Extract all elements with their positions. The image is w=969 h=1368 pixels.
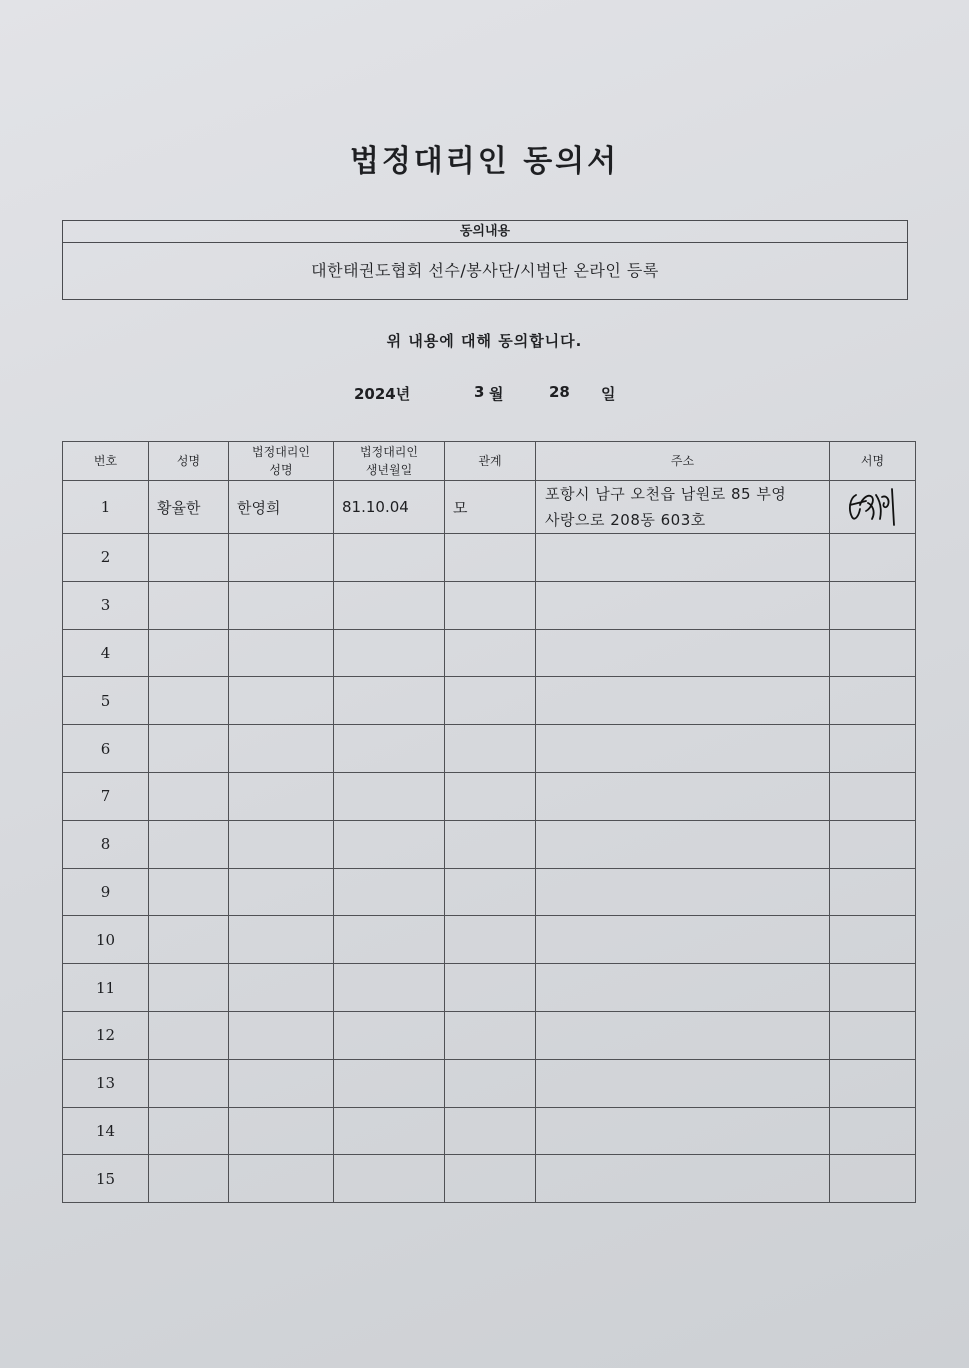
- cell-signature: [830, 772, 916, 820]
- cell-address: [536, 1011, 830, 1059]
- cell-number: 14: [63, 1107, 149, 1155]
- cell-guardian-name: [229, 534, 334, 582]
- cell-relation: [445, 964, 536, 1012]
- date-month-unit: 월: [489, 385, 504, 403]
- cell-guardian-name: [229, 1107, 334, 1155]
- cell-guardian-name: [229, 1155, 334, 1203]
- cell-address: [536, 964, 830, 1012]
- cell-relation: [445, 629, 536, 677]
- cell-signature: [830, 629, 916, 677]
- cell-guardian-birth: [334, 725, 445, 773]
- cell-relation: [445, 772, 536, 820]
- cell-name: [149, 964, 229, 1012]
- header-name: 성명: [149, 442, 229, 481]
- header-guardian-name: [229, 442, 334, 481]
- cell-signature: [830, 964, 916, 1012]
- cell-name: [149, 581, 229, 629]
- cell-number: 11: [63, 964, 149, 1012]
- cell-name: [149, 725, 229, 773]
- cell-guardian-name: [229, 581, 334, 629]
- cell-name: [149, 916, 229, 964]
- cell-number: 8: [63, 820, 149, 868]
- header-signature: 서명: [830, 442, 916, 481]
- cell-name: [149, 1059, 229, 1107]
- cell-number: 13: [63, 1059, 149, 1107]
- cell-guardian-name: [229, 725, 334, 773]
- table-row: [63, 629, 916, 677]
- consent-content-box: [62, 220, 908, 300]
- cell-address: [536, 725, 830, 773]
- table-row: [63, 581, 916, 629]
- header-number: 번호: [63, 442, 149, 481]
- cell-relation: [445, 725, 536, 773]
- cell-guardian-birth: 81.10.04: [334, 481, 445, 534]
- cell-signature: [830, 581, 916, 629]
- cell-relation: [445, 916, 536, 964]
- guardian-consent-table: [62, 441, 916, 1203]
- cell-number: 12: [63, 1011, 149, 1059]
- table-row: [63, 1155, 916, 1203]
- cell-address: [536, 772, 830, 820]
- cell-relation: [445, 820, 536, 868]
- table-body: [63, 481, 916, 1203]
- cell-address: [536, 820, 830, 868]
- cell-address: [536, 1107, 830, 1155]
- table-row: [63, 820, 916, 868]
- header-relation: 관계: [445, 442, 536, 481]
- table-row: [63, 1107, 916, 1155]
- cell-guardian-name: [229, 629, 334, 677]
- table-row: [63, 1059, 916, 1107]
- cell-guardian-birth: [334, 1011, 445, 1059]
- cell-relation: [445, 534, 536, 582]
- cell-number: 3: [63, 581, 149, 629]
- cell-address: [536, 677, 830, 725]
- cell-guardian-birth: [334, 534, 445, 582]
- cell-relation: [445, 1059, 536, 1107]
- date-day-value: 28: [549, 383, 570, 401]
- table-row: [63, 1011, 916, 1059]
- table-row: [63, 868, 916, 916]
- table-row: [63, 481, 916, 534]
- cell-number: 4: [63, 629, 149, 677]
- cell-name: [149, 820, 229, 868]
- cell-guardian-birth: [334, 1107, 445, 1155]
- cell-guardian-birth: [334, 1155, 445, 1203]
- table-row: [63, 534, 916, 582]
- cell-guardian-birth: [334, 820, 445, 868]
- cell-relation: 모: [445, 481, 536, 534]
- cell-guardian-birth: [334, 677, 445, 725]
- cell-guardian-name: [229, 1059, 334, 1107]
- cell-relation: [445, 1155, 536, 1203]
- cell-signature: [830, 1107, 916, 1155]
- cell-number: 1: [63, 481, 149, 534]
- cell-signature: [830, 481, 916, 534]
- cell-name: [149, 629, 229, 677]
- cell-relation: [445, 581, 536, 629]
- cell-relation: [445, 1107, 536, 1155]
- table-header-row: [63, 442, 916, 481]
- cell-number: 10: [63, 916, 149, 964]
- date-month-value: 3: [474, 383, 485, 401]
- cell-signature: [830, 868, 916, 916]
- header-guardian-birth-line2: 생년월일: [365, 463, 413, 477]
- cell-signature: [830, 534, 916, 582]
- cell-relation: [445, 1011, 536, 1059]
- cell-number: 15: [63, 1155, 149, 1203]
- cell-guardian-birth: [334, 772, 445, 820]
- cell-name: [149, 534, 229, 582]
- cell-address: [536, 916, 830, 964]
- cell-signature: [830, 1059, 916, 1107]
- cell-guardian-name: [229, 964, 334, 1012]
- document-title: 법정대리인 동의서: [349, 144, 620, 179]
- cell-signature: [830, 725, 916, 773]
- cell-number: 9: [63, 868, 149, 916]
- cell-signature: [830, 820, 916, 868]
- cell-name: 황율한: [149, 481, 229, 534]
- cell-guardian-name: [229, 677, 334, 725]
- handwritten-signature-icon: [842, 485, 904, 529]
- cell-number: 6: [63, 725, 149, 773]
- table-row: [63, 725, 916, 773]
- agreement-statement: 위 내용에 대해 동의합니다.: [386, 332, 583, 350]
- cell-number: 7: [63, 772, 149, 820]
- cell-address: [536, 1059, 830, 1107]
- cell-address-line1: 포항시 남구 오천읍 남원로 85 부영: [545, 485, 787, 503]
- date-day-unit: 일: [601, 385, 616, 403]
- cell-guardian-birth: [334, 1059, 445, 1107]
- cell-address: [536, 868, 830, 916]
- cell-address: [536, 534, 830, 582]
- cell-name: [149, 1155, 229, 1203]
- date-year: 2024년: [354, 385, 411, 403]
- cell-guardian-birth: [334, 916, 445, 964]
- cell-name: [149, 1011, 229, 1059]
- cell-signature: [830, 677, 916, 725]
- cell-guardian-birth: [334, 629, 445, 677]
- cell-guardian-name: 한영희: [229, 481, 334, 534]
- table-row: [63, 772, 916, 820]
- cell-address: [536, 581, 830, 629]
- cell-guardian-name: [229, 820, 334, 868]
- header-guardian-birth: [334, 442, 445, 481]
- cell-number: 5: [63, 677, 149, 725]
- cell-name: [149, 868, 229, 916]
- cell-guardian-name: [229, 772, 334, 820]
- table-row: [63, 677, 916, 725]
- cell-guardian-name: [229, 916, 334, 964]
- consent-content-header: 동의내용: [63, 221, 907, 243]
- cell-number: 2: [63, 534, 149, 582]
- cell-address: [536, 629, 830, 677]
- cell-guardian-birth: [334, 868, 445, 916]
- cell-relation: [445, 677, 536, 725]
- header-guardian-name-line1: 법정대리인: [252, 445, 310, 459]
- cell-signature: [830, 1011, 916, 1059]
- table-row: [63, 964, 916, 1012]
- cell-name: [149, 677, 229, 725]
- consent-content-body: 대한태권도협회 선수/봉사단/시범단 온라인 등록: [311, 261, 659, 280]
- table-row: [63, 916, 916, 964]
- cell-signature: [830, 916, 916, 964]
- cell-address-line2: 사랑으로 208동 603호: [545, 511, 706, 529]
- header-guardian-name-line2: 성명: [269, 463, 293, 477]
- cell-guardian-birth: [334, 581, 445, 629]
- cell-guardian-name: [229, 1011, 334, 1059]
- cell-name: [149, 772, 229, 820]
- cell-relation: [445, 868, 536, 916]
- cell-guardian-birth: [334, 964, 445, 1012]
- cell-name: [149, 1107, 229, 1155]
- cell-guardian-name: [229, 868, 334, 916]
- header-address: 주소: [536, 442, 830, 481]
- cell-address: [536, 1155, 830, 1203]
- cell-address: [536, 481, 830, 534]
- cell-signature: [830, 1155, 916, 1203]
- header-guardian-birth-line1: 법정대리인: [360, 445, 418, 459]
